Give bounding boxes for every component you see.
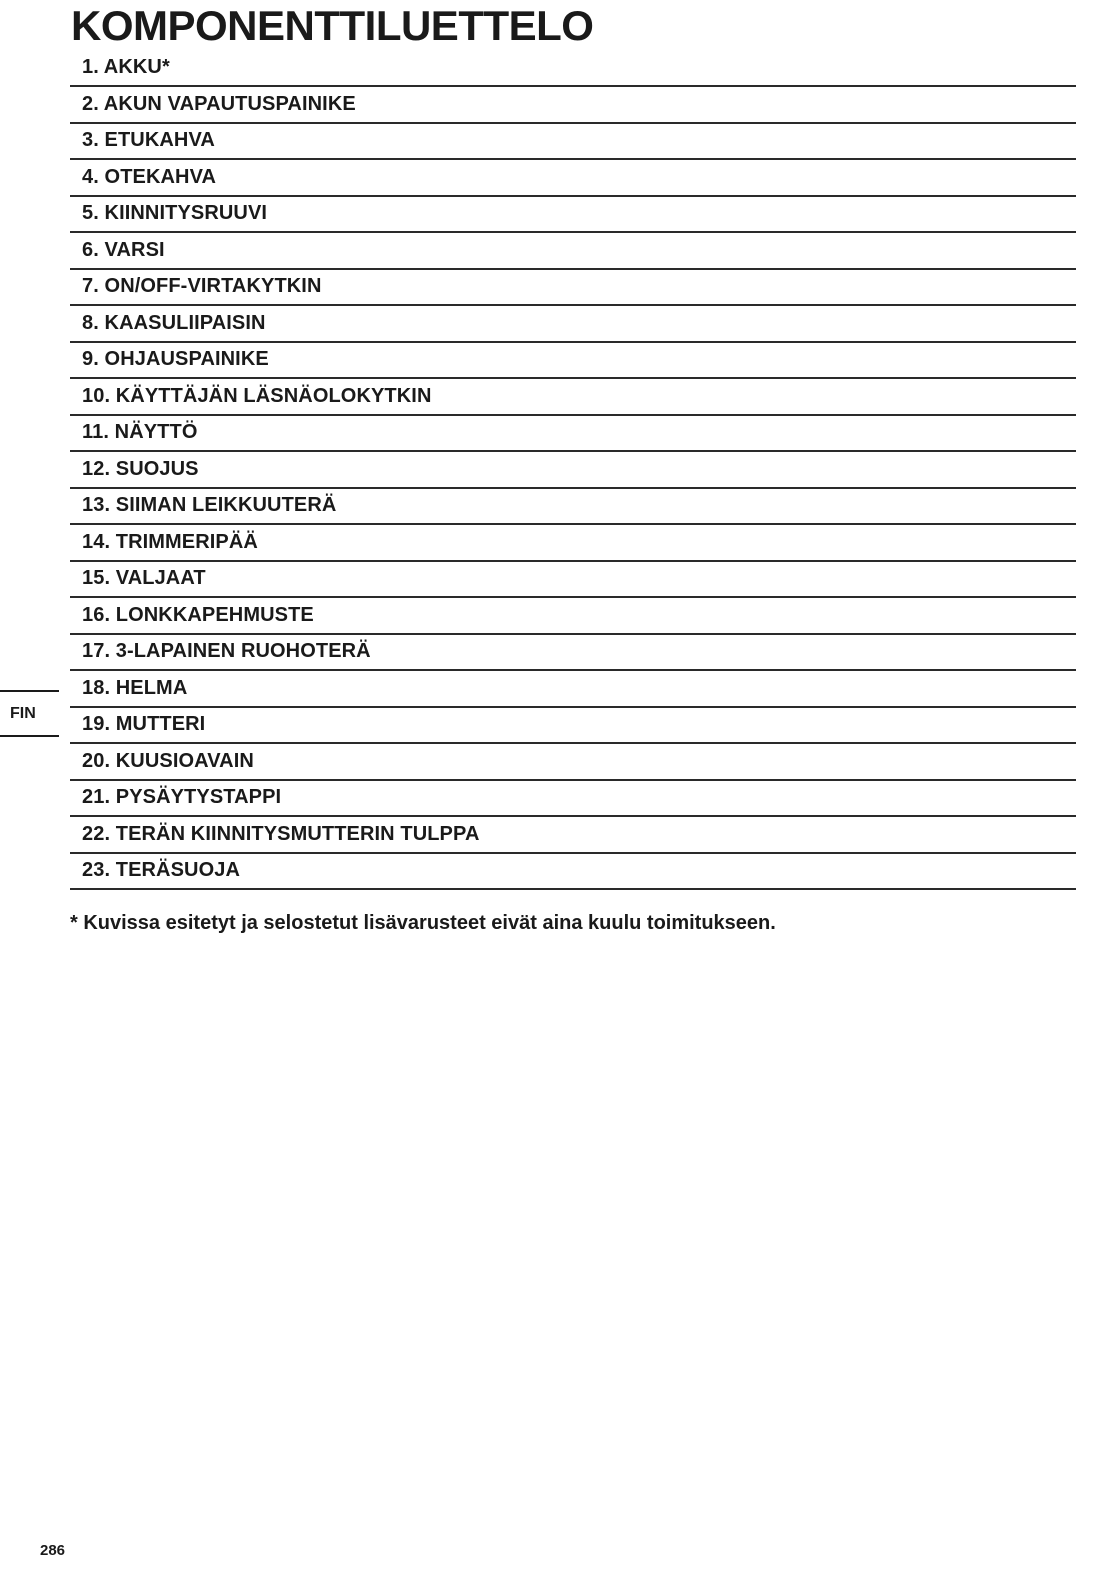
language-tab [0, 690, 59, 737]
component-item-6: 6. VARSI [70, 233, 1076, 270]
component-item-13: 13. SIIMAN LEIKKUUTERÄ [70, 489, 1076, 526]
component-item-8: 8. KAASULIIPAISIN [70, 306, 1076, 343]
component-item-20: 20. KUUSIOAVAIN [70, 744, 1076, 781]
component-item-16: 16. LONKKAPEHMUSTE [70, 598, 1076, 635]
component-item-18: 18. HELMA [70, 671, 1076, 708]
component-item-11: 11. NÄYTTÖ [70, 416, 1076, 453]
component-item-5: 5. KIINNITYSRUUVI [70, 197, 1076, 234]
footnote: * Kuvissa esitetyt ja selostetut lisävarusteet eivät aina kuulu toimitukseen. [70, 912, 776, 934]
component-item-10: 10. KÄYTTÄJÄN LÄSNÄOLOKYTKIN [70, 379, 1076, 416]
language-tab-label: FIN [10, 704, 36, 722]
page-number: 286 [40, 1542, 66, 1559]
component-item-3: 3. ETUKAHVA [70, 124, 1076, 161]
component-item-2: 2. AKUN VAPAUTUSPAINIKE [70, 87, 1076, 124]
component-item-4: 4. OTEKAHVA [70, 160, 1076, 197]
component-item-21: 21. PYSÄYTYSTAPPI [70, 781, 1076, 818]
component-list [70, 50, 1076, 890]
component-item-12: 12. SUOJUS [70, 452, 1076, 489]
component-item-15: 15. VALJAAT [70, 562, 1076, 599]
component-item-17: 17. 3-LAPAINEN RUOHOTERÄ [70, 635, 1076, 672]
component-item-23: 23. TERÄSUOJA [70, 854, 1076, 891]
component-item-9: 9. OHJAUSPAINIKE [70, 343, 1076, 380]
component-item-22: 22. TERÄN KIINNITYSMUTTERIN TULPPA [70, 817, 1076, 854]
component-item-1: 1. AKKU* [70, 50, 1076, 87]
component-item-19: 19. MUTTERI [70, 708, 1076, 745]
component-item-7: 7. ON/OFF-VIRTAKYTKIN [70, 270, 1076, 307]
page-title: KOMPONENTTILUETTELO [71, 2, 594, 49]
component-item-14: 14. TRIMMERIPÄÄ [70, 525, 1076, 562]
